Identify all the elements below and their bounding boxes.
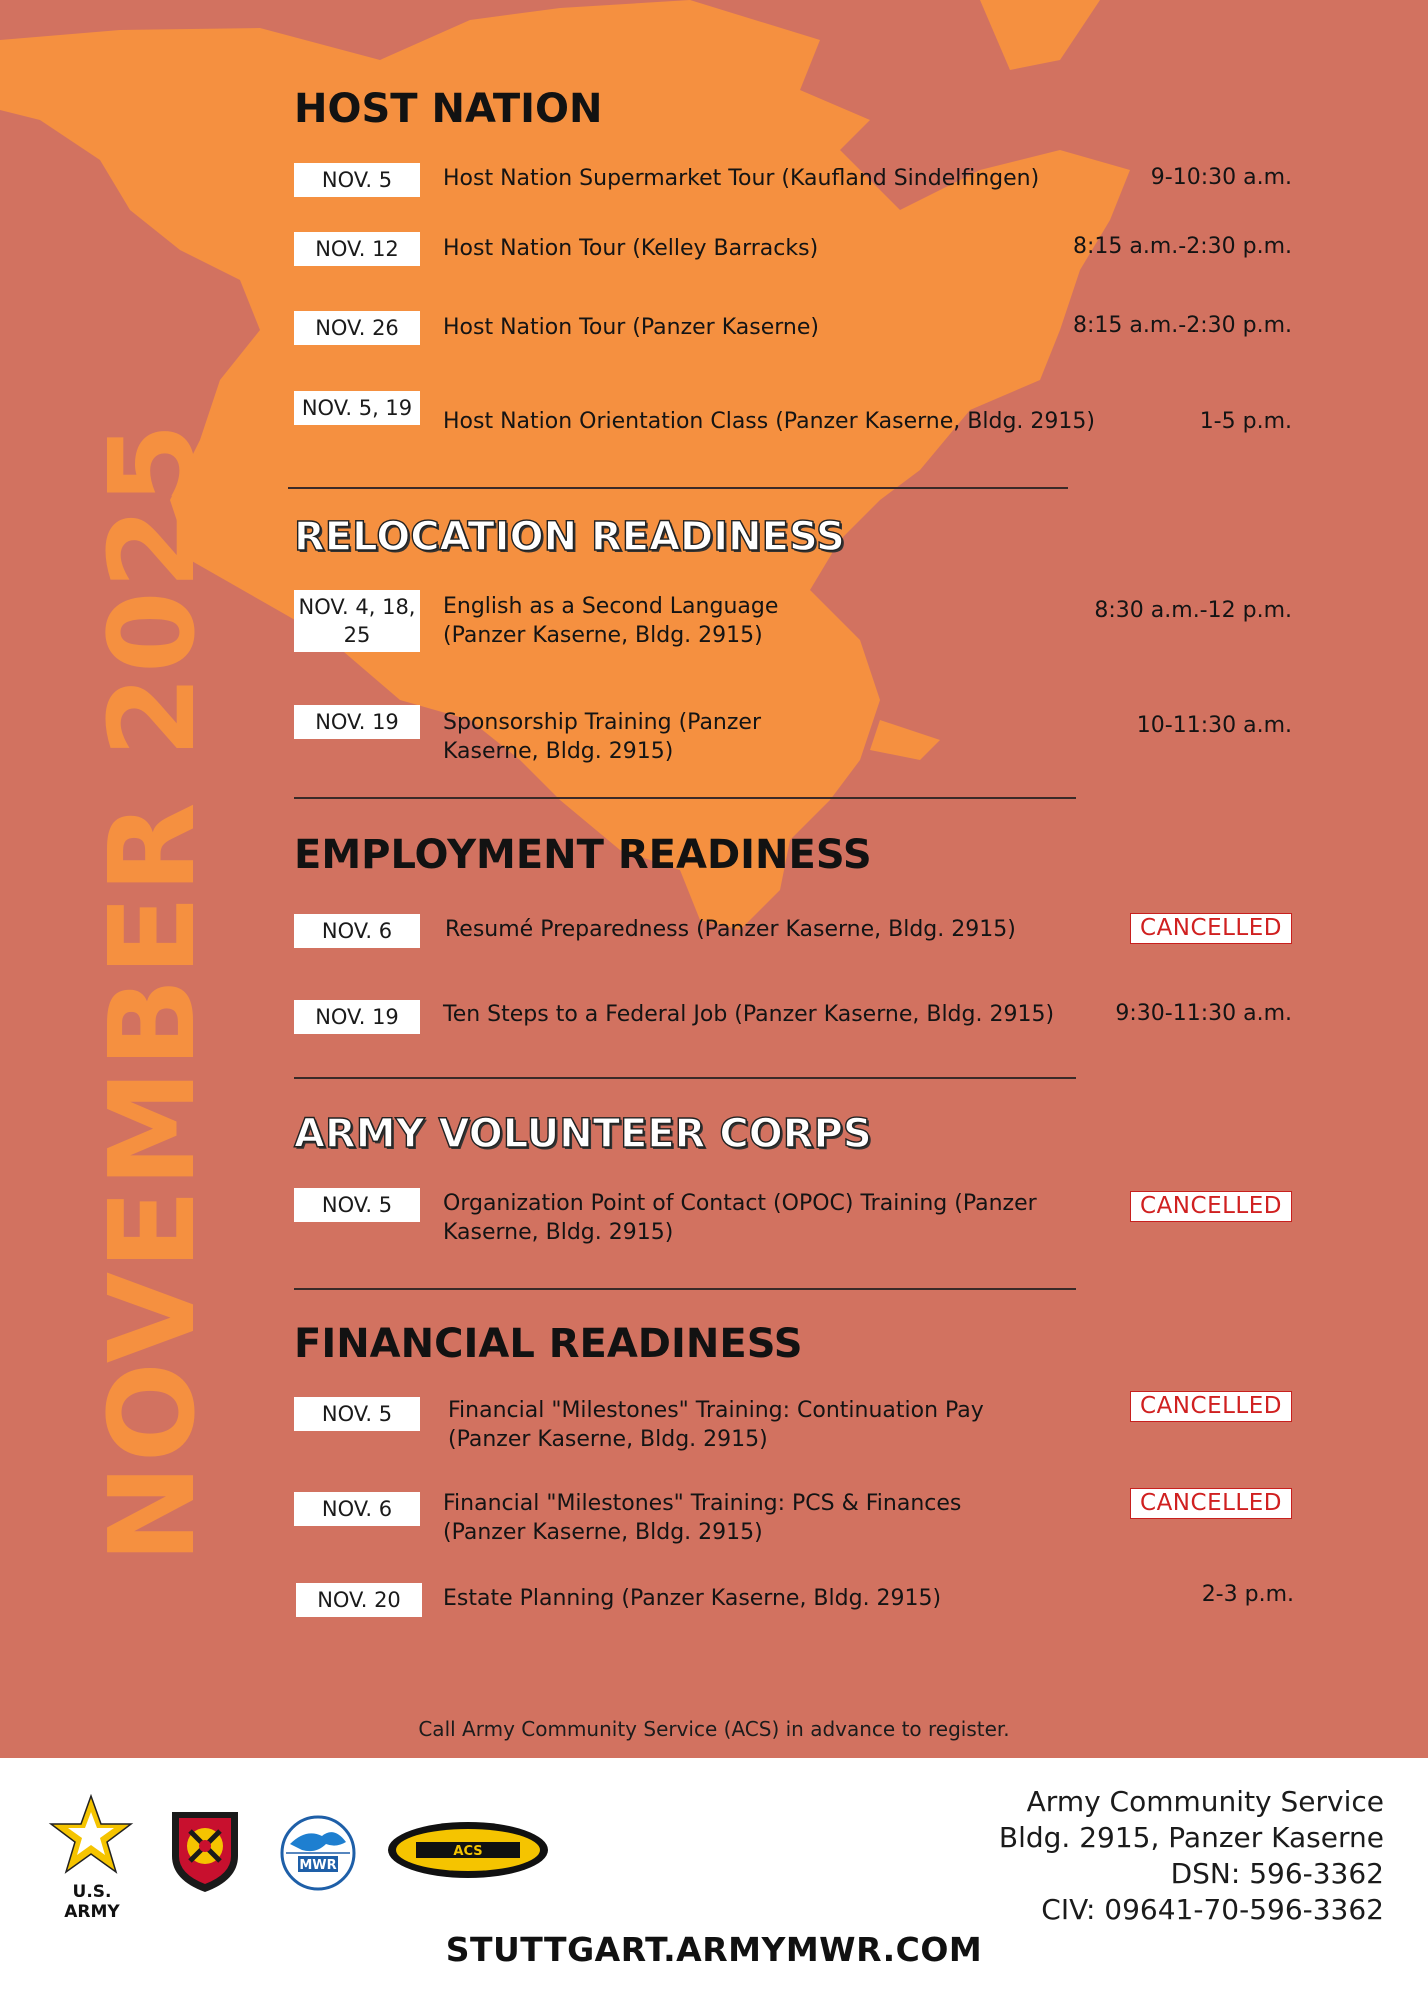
event-title: Host Nation Tour (Kelley Barracks)	[443, 236, 819, 261]
event-time: 9-10:30 a.m.	[1150, 165, 1292, 190]
event-date: NOV. 5	[294, 1188, 420, 1222]
imcom-crest-icon	[164, 1806, 246, 1894]
svg-text:ACS: ACS	[453, 1844, 483, 1859]
event-title: Host Nation Orientation Class (Panzer Kaserne, Bldg. 2915)	[443, 409, 1095, 434]
event-date: NOV. 20	[296, 1583, 422, 1617]
event-date: NOV. 26	[294, 311, 420, 345]
contact-dsn: DSN: 596-3362	[1170, 1857, 1384, 1890]
event-date: NOV. 6	[294, 1492, 420, 1526]
event-title: Resumé Preparedness (Panzer Kaserne, Bldg. 2915)	[445, 917, 1016, 942]
event-title: Organization Point of Contact (OPOC) Training (Panzer Kaserne, Bldg. 2915)	[443, 1191, 1037, 1245]
contact-address: Bldg. 2915, Panzer Kaserne	[998, 1821, 1384, 1854]
section-title-employment: EMPLOYMENT READINESS	[294, 832, 872, 878]
svg-text:MWR: MWR	[299, 1858, 337, 1873]
contact-civ: CIV: 09641-70-596-3362	[1041, 1893, 1384, 1926]
event-date: NOV. 4, 18, 25	[294, 590, 420, 652]
event-date: NOV. 19	[294, 705, 420, 739]
footer	[0, 1758, 1428, 2000]
cancelled-badge: CANCELLED	[1130, 1488, 1292, 1519]
event-date: NOV. 19	[294, 1000, 420, 1034]
section-title-volunteer: ARMY VOLUNTEER CORPS	[294, 1111, 872, 1157]
event-title: Host Nation Tour (Panzer Kaserne)	[443, 315, 819, 340]
event-time: 10-11:30 a.m.	[1136, 713, 1292, 738]
section-divider	[294, 1288, 1076, 1290]
contact-block	[999, 1784, 1384, 1928]
event-time: 8:15 a.m.-2:30 p.m.	[1072, 313, 1292, 338]
section-title-financial: FINANCIAL READINESS	[294, 1321, 803, 1367]
website-link[interactable]: STUTTGART.ARMYMWR.COM	[445, 1930, 983, 1969]
section-title-host-nation: HOST NATION	[294, 86, 603, 132]
event-time: 9:30-11:30 a.m.	[1115, 1001, 1292, 1026]
section-divider	[294, 797, 1076, 799]
cancelled-badge: CANCELLED	[1130, 1191, 1292, 1222]
cancelled-badge: CANCELLED	[1130, 913, 1292, 944]
event-title: Sponsorship Training (Panzer Kaserne, Bldg. 2915)	[443, 710, 761, 764]
event-date: NOV. 12	[294, 232, 420, 266]
event-title: Financial "Milestones" Training: PCS & Finances (Panzer Kaserne, Bldg. 2915)	[443, 1491, 962, 1545]
section-title-relocation: RELOCATION READINESS	[294, 514, 845, 560]
event-title: Ten Steps to a Federal Job (Panzer Kaserne, Bldg. 2915)	[443, 1002, 1055, 1027]
army-label: U.S. ARMY	[64, 1882, 120, 1922]
event-date: NOV. 5, 19	[294, 391, 420, 425]
cancelled-badge: CANCELLED	[1130, 1391, 1292, 1422]
event-date: NOV. 5	[294, 163, 420, 197]
event-title: Estate Planning (Panzer Kaserne, Bldg. 2915)	[443, 1586, 942, 1611]
mwr-globe-icon	[276, 1814, 360, 1892]
event-date: NOV. 6	[294, 914, 420, 948]
event-date: NOV. 5	[294, 1397, 420, 1431]
acs-badge-icon	[386, 1820, 550, 1880]
contact-name: Army Community Service	[1026, 1785, 1384, 1818]
month-title: NOVEMBER 2025	[83, 420, 221, 1564]
event-time: 8:30 a.m.-12 p.m.	[1094, 598, 1292, 623]
section-divider	[288, 487, 1068, 489]
event-time: 8:15 a.m.-2:30 p.m.	[1072, 234, 1292, 259]
event-time: 2-3 p.m.	[1201, 1582, 1294, 1607]
section-divider	[294, 1077, 1076, 1079]
event-time: 1-5 p.m.	[1199, 409, 1292, 434]
army-star-icon	[48, 1794, 134, 1876]
register-note: Call Army Community Service (ACS) in advance to register.	[418, 1717, 1010, 1741]
event-title: Financial "Milestones" Training: Continuation Pay (Panzer Kaserne, Bldg. 2915)	[448, 1398, 984, 1452]
event-title: Host Nation Supermarket Tour (Kaufland Sindelfingen)	[443, 166, 1040, 191]
event-title: English as a Second Language (Panzer Kaserne, Bldg. 2915)	[443, 594, 779, 648]
